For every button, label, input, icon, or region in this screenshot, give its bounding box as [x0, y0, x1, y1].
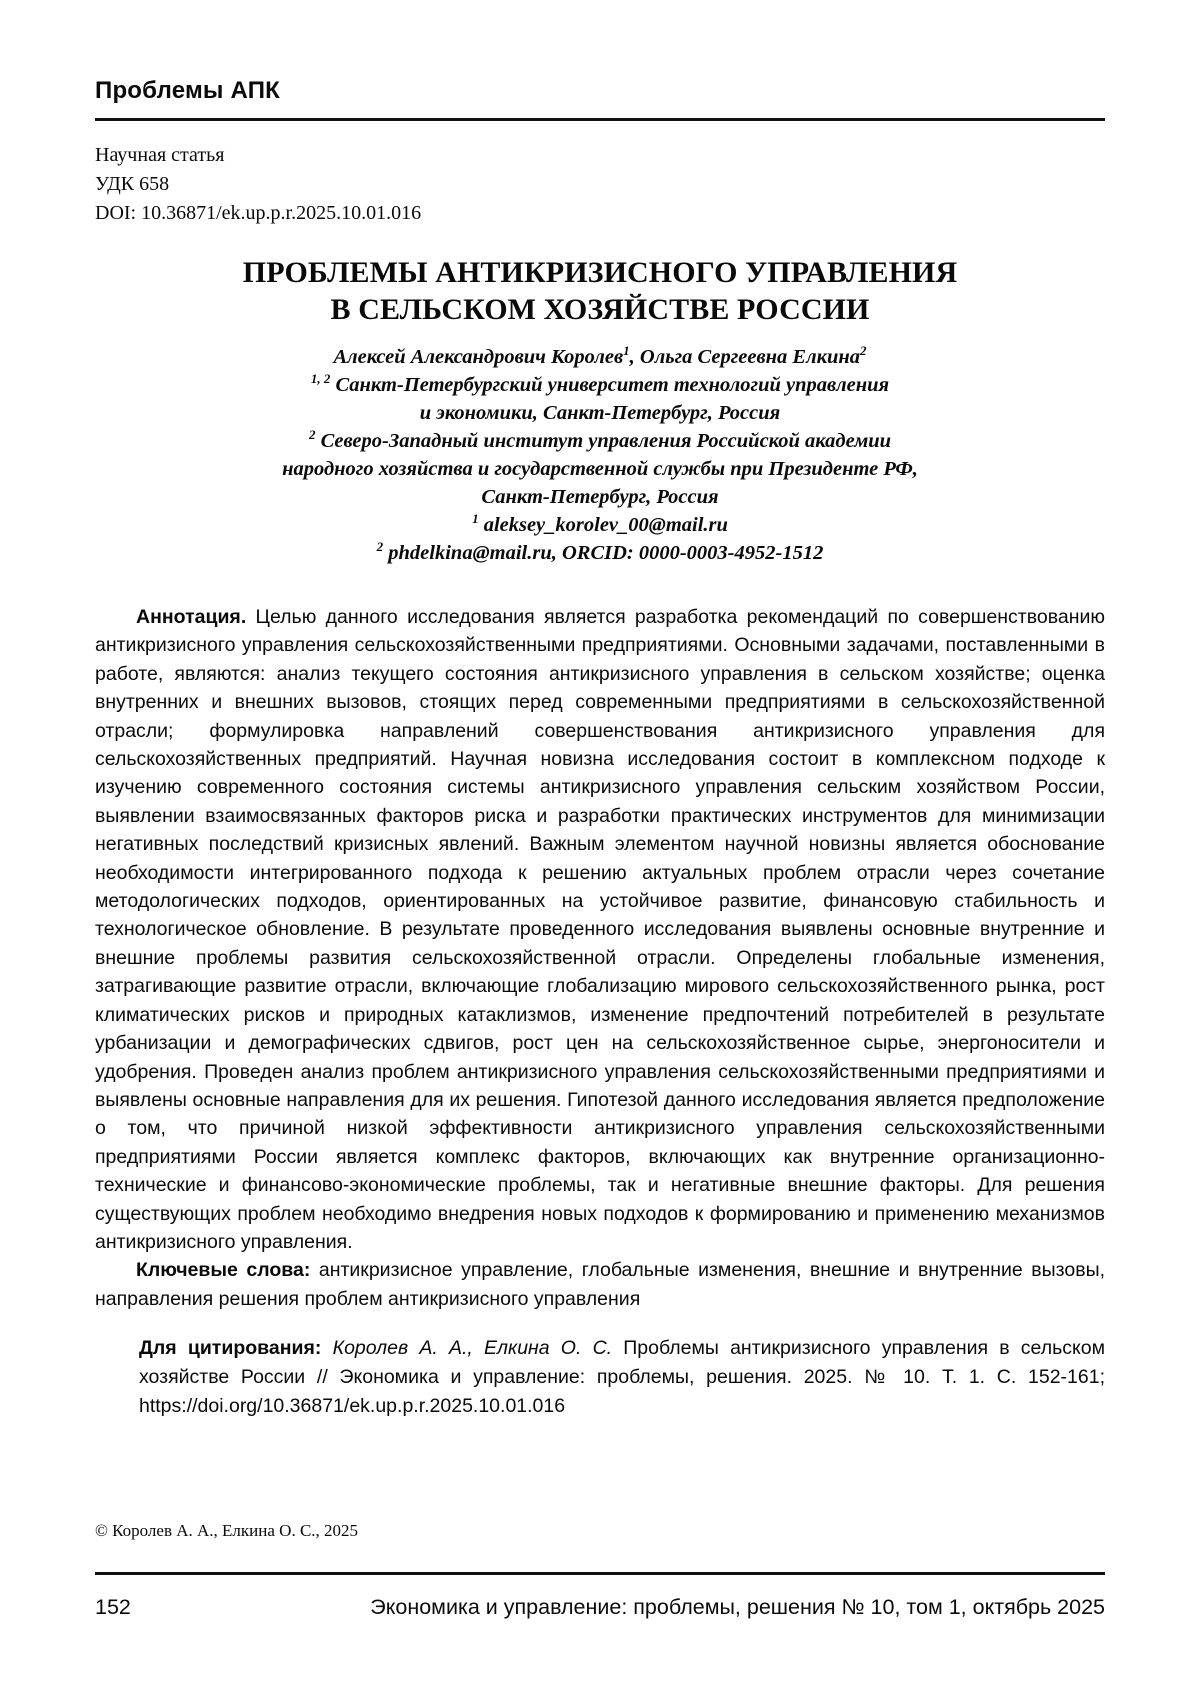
- citation-authors: Королев А. А., Елкина О. С.: [332, 1337, 613, 1360]
- copyright-line: © Королев А. А., Елкина О. С., 2025: [95, 1521, 359, 1540]
- citation-block: [139, 1334, 1105, 1421]
- author-line: $^2$ phdelkina@mail.ru, ORCID: 0000-0003-4952-1512: [376, 539, 824, 564]
- footer: [95, 1595, 1105, 1620]
- doi-line: DOI: 10.36871/ek.up.p.r.2025.10.01.016: [95, 202, 422, 224]
- author-line: и экономики, Санкт-Петербург, Россия: [419, 402, 781, 424]
- keywords-text: антикризисное управление, глобальные изменения, внешние и внутренние вызовы, направления решения проблем антикризисного управления: [95, 1259, 1106, 1310]
- keywords-paragraph: [95, 1256, 1105, 1313]
- article-title-line-2: В СЕЛЬСКОМ ХОЗЯЙСТВЕ РОССИИ: [330, 293, 870, 326]
- article-title: [95, 254, 1105, 328]
- footer-divider: [95, 1572, 1105, 1575]
- page-number: 152: [95, 1595, 131, 1619]
- journal-issue-line: Экономика и управление: проблемы, решения № 10, том 1, октябрь 2025: [370, 1595, 1105, 1619]
- author-line: $^2$ Северо-Западный институт управления Российской академии: [308, 427, 892, 452]
- author-line: Санкт-Петербург, Россия: [481, 486, 719, 508]
- abstract-paragraph: [95, 603, 1105, 1256]
- section-header: Проблемы АПК: [95, 77, 280, 104]
- author-line: $^{1, 2}$ Санкт-Петербургский университет технологий управления: [310, 371, 890, 396]
- abstract-label: Аннотация.: [136, 606, 247, 628]
- citation-doi-url: https://doi.org/10.36871/ek.up.p.r.2025.10.01.016: [139, 1395, 566, 1418]
- authors-block: [95, 343, 1105, 567]
- citation-text: Проблемы антикризисного управления в сельском хозяйстве России // Экономика и управление: проблемы, решения. 2025. № 10. Т. 1. С. 152-161;: [139, 1337, 1106, 1389]
- article-title-line-1: ПРОБЛЕМЫ АНТИКРИЗИСНОГО УПРАВЛЕНИЯ: [242, 256, 958, 289]
- abstract-text: Целью данного исследования является разработка рекомендаций по совершенствованию антикризисного управления сельскохозяйственными предприятиями. Основными задачами, поставленными в работе, являются: анализ текущего состояния антикризисного управления в сельском хозяйстве; оценка внутренних и внешних вызовов, стоящих перед современными предприятиями в сельскохозяйственной отрасли; формулировка направлений совершенствования антикризисного управления для сельскохозяйственных предприятий. Научная новизна исследования состоит в комплексном подходе к изучению современного состояния системы антикризисного управления сельским хозяйством России, выявлении взаимосвязанных факторов риска и разработки практических инструментов для минимизации негативных последствий кризисных явлений. Важным элементом научной новизны является обоснование необходимости интегрированного подхода к решению актуальных проблем отрасли через сочетание методологических подходов, ориентированных на устойчивое развитие, финансовую стабильность и технологическое обновление. В результате проведенного исследования выявлены основные внутренние и внешние проблемы развития сельскохозяйственной отрасли. Определены глобальные изменения, затрагивающие развитие отрасли, включающие глобализацию мирового сельскохозяйственного рынка, рост климатических рисков и природных катаклизмов, изменение предпочтений потребителей в результате урбанизации и демографических сдвигов, рост цен на сельскохозяйственное сырье, энергоносители и удобрения. Проведен анализ проблем антикризисного управления сельскохозяйственными предприятиями и выявлены основные направления для их решения. Гипотезой данного исследования является предположение о том, что причиной низкой эффективности антикризисного управления сельскохозяйственными предприятиями России является комплекс факторов, включающих как внутренние организационно-технические и финансово-экономические проблемы, так и негативные внешние факторы. Для решения существующих проблем необходимо внедрения новых подходов к формированию и применению механизмов антикризисного управления.: [95, 606, 1105, 1253]
- author-line: народного хозяйства и государственной службы при Президенте РФ,: [282, 458, 918, 480]
- udc-code: УДК 658: [95, 173, 170, 195]
- article-type: Научная статья: [95, 144, 225, 166]
- author-line: Алексей Александрович Королев$^1$, Ольга Сергеевна Елкина$^2$: [333, 343, 867, 368]
- article-meta: [95, 141, 1105, 228]
- keywords-label: Ключевые слова:: [136, 1259, 311, 1282]
- author-line: $^1$ aleksey_korolev_00@mail.ru: [472, 511, 728, 536]
- citation-label: Для цитирования:: [139, 1337, 322, 1360]
- header-divider: [95, 118, 1105, 121]
